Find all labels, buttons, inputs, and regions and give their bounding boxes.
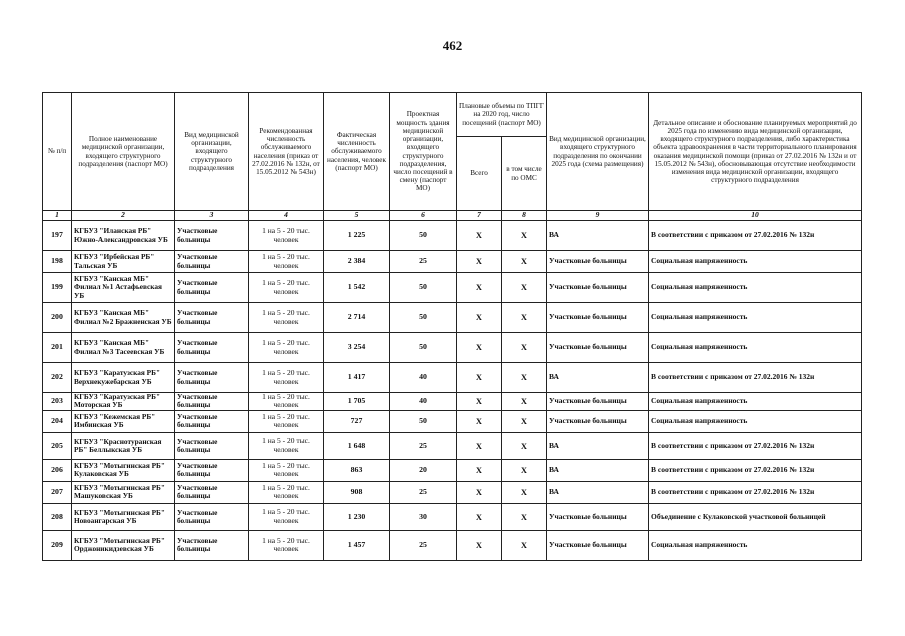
table-row bbox=[43, 503, 862, 530]
planned-total: Х bbox=[457, 333, 502, 363]
org-type: Участковые больницы bbox=[175, 303, 249, 333]
org-type-2025: Участковые больницы bbox=[547, 503, 649, 530]
column-number: 7 bbox=[457, 211, 502, 221]
org-name: КГБУЗ "Мотыгинская РБ" Кулаковская УБ bbox=[72, 459, 175, 481]
header-org-type: Вид медицинской организации, входящего структурного подразделения bbox=[175, 93, 249, 211]
org-type-2025: Участковые больницы bbox=[547, 303, 649, 333]
org-type: Участковые больницы bbox=[175, 410, 249, 432]
recommended-population: 1 на 5 - 20 тыс. человек bbox=[249, 459, 324, 481]
actual-population: 908 bbox=[324, 481, 390, 503]
org-type: Участковые больницы bbox=[175, 333, 249, 363]
recommended-population: 1 на 5 - 20 тыс. человек bbox=[249, 363, 324, 393]
column-number: 2 bbox=[72, 211, 175, 221]
recommended-population: 1 на 5 - 20 тыс. человек bbox=[249, 303, 324, 333]
planned-oms: Х bbox=[502, 481, 547, 503]
org-type-2025: ВА bbox=[547, 481, 649, 503]
description: Социальная напряженность bbox=[649, 273, 862, 303]
org-type-2025: Участковые больницы bbox=[547, 410, 649, 432]
org-type: Участковые больницы bbox=[175, 432, 249, 459]
org-name: КГБУЗ "Ирбейская РБ" Тальская УБ bbox=[72, 251, 175, 273]
org-type-2025: ВА bbox=[547, 221, 649, 251]
design-capacity: 25 bbox=[390, 530, 457, 560]
column-number-row bbox=[43, 211, 862, 221]
org-type-2025: Участковые больницы bbox=[547, 393, 649, 411]
row-number: 198 bbox=[43, 251, 72, 273]
planned-total: Х bbox=[457, 459, 502, 481]
table-row bbox=[43, 251, 862, 273]
org-type: Участковые больницы bbox=[175, 393, 249, 411]
org-type-2025: ВА bbox=[547, 363, 649, 393]
row-number: 207 bbox=[43, 481, 72, 503]
description: В соответствии с приказом от 27.02.2016 № 132н bbox=[649, 481, 862, 503]
planned-total: Х bbox=[457, 221, 502, 251]
actual-population: 2 714 bbox=[324, 303, 390, 333]
org-type: Участковые больницы bbox=[175, 251, 249, 273]
table-row bbox=[43, 221, 862, 251]
description: Объединение с Кулаковской участковой больницей bbox=[649, 503, 862, 530]
header-planned-volumes: Плановые объемы по ТПГГ на 2020 год, число посещений (паспорт МО) bbox=[457, 93, 547, 137]
planned-total: Х bbox=[457, 251, 502, 273]
org-name: КГБУЗ "Каратузская РБ" Моторская УБ bbox=[72, 393, 175, 411]
table-row bbox=[43, 363, 862, 393]
recommended-population: 1 на 5 - 20 тыс. человек bbox=[249, 251, 324, 273]
column-number: 6 bbox=[390, 211, 457, 221]
table-row bbox=[43, 459, 862, 481]
actual-population: 1 417 bbox=[324, 363, 390, 393]
org-type: Участковые больницы bbox=[175, 273, 249, 303]
org-type: Участковые больницы bbox=[175, 530, 249, 560]
row-number: 206 bbox=[43, 459, 72, 481]
recommended-population: 1 на 5 - 20 тыс. человек bbox=[249, 432, 324, 459]
header-design-capacity: Проектная мощность здания медицинской организации, входящего структурного подразделения, число посещений в смену (паспорт МО) bbox=[390, 93, 457, 211]
header-recommended-population: Рекомендованная численность обслуживаемого населения (приказ от 27.02.2016 № 132н, от 15.05.2012 № 543н) bbox=[249, 93, 324, 211]
recommended-population: 1 на 5 - 20 тыс. человек bbox=[249, 333, 324, 363]
actual-population: 2 384 bbox=[324, 251, 390, 273]
design-capacity: 50 bbox=[390, 333, 457, 363]
org-type: Участковые больницы bbox=[175, 481, 249, 503]
header-full-name: Полное наименование медицинской организации, входящего структурного подразделения (паспорт МО) bbox=[72, 93, 175, 211]
design-capacity: 30 bbox=[390, 503, 457, 530]
org-name: КГБУЗ "Кежемская РБ" Имбинская УБ bbox=[72, 410, 175, 432]
actual-population: 1 457 bbox=[324, 530, 390, 560]
table-row bbox=[43, 273, 862, 303]
hospital-table bbox=[42, 92, 862, 561]
design-capacity: 50 bbox=[390, 303, 457, 333]
org-type: Участковые больницы bbox=[175, 221, 249, 251]
planned-oms: Х bbox=[502, 363, 547, 393]
planned-total: Х bbox=[457, 273, 502, 303]
table-row bbox=[43, 303, 862, 333]
planned-oms: Х bbox=[502, 503, 547, 530]
org-name: КГБУЗ "Каратузская РБ" Верхнекужебарская УБ bbox=[72, 363, 175, 393]
org-type-2025: ВА bbox=[547, 459, 649, 481]
planned-total: Х bbox=[457, 393, 502, 411]
planned-oms: Х bbox=[502, 273, 547, 303]
planned-total: Х bbox=[457, 363, 502, 393]
planned-total: Х bbox=[457, 481, 502, 503]
recommended-population: 1 на 5 - 20 тыс. человек bbox=[249, 410, 324, 432]
recommended-population: 1 на 5 - 20 тыс. человек bbox=[249, 393, 324, 411]
recommended-population: 1 на 5 - 20 тыс. человек bbox=[249, 530, 324, 560]
org-type-2025: Участковые больницы bbox=[547, 273, 649, 303]
row-number: 205 bbox=[43, 432, 72, 459]
row-number: 203 bbox=[43, 393, 72, 411]
design-capacity: 40 bbox=[390, 393, 457, 411]
org-name: КГБУЗ "Краснотуранская РБ" Беллыкская УБ bbox=[72, 432, 175, 459]
table-row bbox=[43, 333, 862, 363]
header-number: № п/п bbox=[43, 93, 72, 211]
org-name: КГБУЗ "Мотыгинская РБ" Новоангарская УБ bbox=[72, 503, 175, 530]
row-number: 208 bbox=[43, 503, 72, 530]
planned-oms: Х bbox=[502, 333, 547, 363]
description: Социальная напряженность bbox=[649, 251, 862, 273]
org-type-2025: Участковые больницы bbox=[547, 333, 649, 363]
description: В соответствии с приказом от 27.02.2016 № 132н bbox=[649, 221, 862, 251]
actual-population: 863 bbox=[324, 459, 390, 481]
column-number: 4 bbox=[249, 211, 324, 221]
planned-oms: Х bbox=[502, 459, 547, 481]
org-type: Участковые больницы bbox=[175, 459, 249, 481]
header-actual-population: Фактическая численность обслуживаемого населения, человек (паспорт МО) bbox=[324, 93, 390, 211]
org-name: КГБУЗ "Мотыгинская РБ" Орджоникидзевская УБ bbox=[72, 530, 175, 560]
planned-oms: Х bbox=[502, 530, 547, 560]
design-capacity: 20 bbox=[390, 459, 457, 481]
row-number: 200 bbox=[43, 303, 72, 333]
description: Социальная напряженность bbox=[649, 410, 862, 432]
recommended-population: 1 на 5 - 20 тыс. человек bbox=[249, 273, 324, 303]
design-capacity: 25 bbox=[390, 481, 457, 503]
column-number: 9 bbox=[547, 211, 649, 221]
planned-total: Х bbox=[457, 432, 502, 459]
design-capacity: 25 bbox=[390, 251, 457, 273]
description: В соответствии с приказом от 27.02.2016 № 132н bbox=[649, 459, 862, 481]
row-number: 201 bbox=[43, 333, 72, 363]
org-name: КГБУЗ "Иланская РБ" Южно-Александровская УБ bbox=[72, 221, 175, 251]
row-number: 209 bbox=[43, 530, 72, 560]
table-row bbox=[43, 530, 862, 560]
planned-total: Х bbox=[457, 410, 502, 432]
actual-population: 1 705 bbox=[324, 393, 390, 411]
org-type-2025: Участковые больницы bbox=[547, 530, 649, 560]
planned-total: Х bbox=[457, 530, 502, 560]
column-number: 1 bbox=[43, 211, 72, 221]
actual-population: 3 254 bbox=[324, 333, 390, 363]
planned-total: Х bbox=[457, 303, 502, 333]
planned-oms: Х bbox=[502, 221, 547, 251]
header-org-type-2025: Вид медицинской организации, входящего структурного подразделения по окончании 2025 года (схема размещения) bbox=[547, 93, 649, 211]
table-body bbox=[43, 221, 862, 561]
column-number: 5 bbox=[324, 211, 390, 221]
org-type-2025: Участковые больницы bbox=[547, 251, 649, 273]
table-row bbox=[43, 393, 862, 411]
design-capacity: 25 bbox=[390, 432, 457, 459]
recommended-population: 1 на 5 - 20 тыс. человек bbox=[249, 503, 324, 530]
header-oms: в том числе по ОМС bbox=[502, 137, 547, 211]
planned-total: Х bbox=[457, 503, 502, 530]
description: В соответствии с приказом от 27.02.2016 № 132н bbox=[649, 363, 862, 393]
planned-oms: Х bbox=[502, 393, 547, 411]
description: Социальная напряженность bbox=[649, 530, 862, 560]
actual-population: 727 bbox=[324, 410, 390, 432]
design-capacity: 50 bbox=[390, 221, 457, 251]
design-capacity: 50 bbox=[390, 273, 457, 303]
actual-population: 1 230 bbox=[324, 503, 390, 530]
description: Социальная напряженность bbox=[649, 393, 862, 411]
actual-population: 1 542 bbox=[324, 273, 390, 303]
table-row bbox=[43, 481, 862, 503]
org-name: КГБУЗ "Канская МБ" Филиал №2 Бражненская УБ bbox=[72, 303, 175, 333]
header-total: Всего bbox=[457, 137, 502, 211]
org-name: КГБУЗ "Канская МБ" Филиал №3 Тасеевская УБ bbox=[72, 333, 175, 363]
design-capacity: 40 bbox=[390, 363, 457, 393]
org-type: Участковые больницы bbox=[175, 503, 249, 530]
page-number: 462 bbox=[442, 38, 463, 53]
description: Социальная напряженность bbox=[649, 303, 862, 333]
org-name: КГБУЗ "Канская МБ" Филиал №1 Астафьевская УБ bbox=[72, 273, 175, 303]
table-row bbox=[43, 410, 862, 432]
actual-population: 1 648 bbox=[324, 432, 390, 459]
column-number: 10 bbox=[649, 211, 862, 221]
org-type-2025: ВА bbox=[547, 432, 649, 459]
row-number: 199 bbox=[43, 273, 72, 303]
column-number: 8 bbox=[502, 211, 547, 221]
planned-oms: Х bbox=[502, 303, 547, 333]
table-row bbox=[43, 432, 862, 459]
org-name: КГБУЗ "Мотыгинская РБ" Машуковская УБ bbox=[72, 481, 175, 503]
planned-oms: Х bbox=[502, 251, 547, 273]
planned-oms: Х bbox=[502, 432, 547, 459]
recommended-population: 1 на 5 - 20 тыс. человек bbox=[249, 481, 324, 503]
description: Социальная напряженность bbox=[649, 333, 862, 363]
description: В соответствии с приказом от 27.02.2016 № 132н bbox=[649, 432, 862, 459]
row-number: 204 bbox=[43, 410, 72, 432]
column-number: 3 bbox=[175, 211, 249, 221]
planned-oms: Х bbox=[502, 410, 547, 432]
row-number: 202 bbox=[43, 363, 72, 393]
header-description: Детальное описание и обоснование планируемых мероприятий до 2025 года по изменению вида медицинской организации, входящего структурного подразделения, либо характеристика объекта здравоохранения в части территориального планирования оказания медицинской помощи (приказ от 27.02.2016 № 132н и от 15.05.2012 № 543н), обосновывающая отсутствие необходимости изменения вида медицинской организации, входящего структурного подразделения bbox=[649, 93, 862, 211]
design-capacity: 50 bbox=[390, 410, 457, 432]
actual-population: 1 225 bbox=[324, 221, 390, 251]
row-number: 197 bbox=[43, 221, 72, 251]
recommended-population: 1 на 5 - 20 тыс. человек bbox=[249, 221, 324, 251]
org-type: Участковые больницы bbox=[175, 363, 249, 393]
